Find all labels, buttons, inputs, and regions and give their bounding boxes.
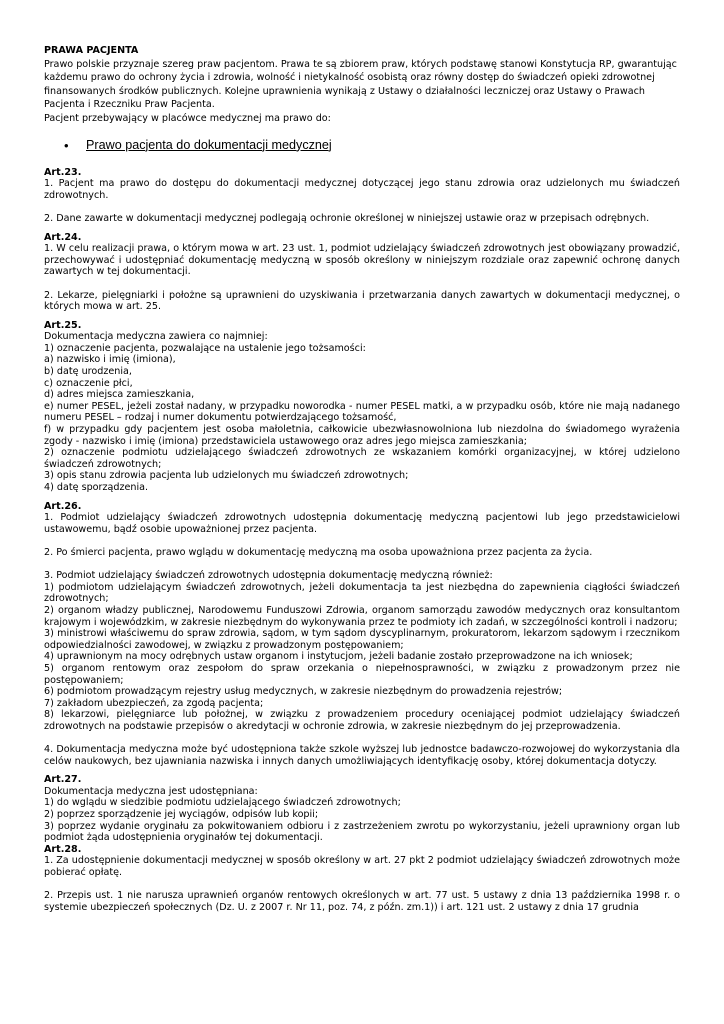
- article-heading-24: Art.24.: [44, 231, 82, 243]
- art28-paragraph-2: 2. Przepis ust. 1 nie narusza uprawnień organów rentowych określonych w art. 77 ust. 5 ustawy z dnia 13 października 1998 r. o systemie ubezpieczeń społecznych (Dz. U. z 2007 r. Nr 11, poz. 74, z późn. zm.1)) i art. 121 ust. 2 ustawy z dnia 17 grudnia: [44, 890, 680, 913]
- art26-p3-line: 1) podmiotom udzielającym świadczeń zdrowotnych, jeżeli dokumentacja ta jest niezbędna do zapewnienia ciągłości świadczeń zdrowotnych;: [44, 581, 680, 605]
- article-heading-23: Art.23.: [44, 166, 82, 178]
- document-page: [44, 44, 680, 913]
- art26-p3-line: 5) organom rentowym oraz zespołom do spraw orzekania o niepełnosprawności, w związku z prowadzonym przez nie postępowaniem;: [44, 662, 680, 686]
- section-heading: [64, 138, 680, 153]
- art25-line: f) w przypadku gdy pacjentem jest osoba małoletnia, całkowicie ubezwłasnowolniona lub niezdolna do świadomego wyrażenia zgody - nazwisko i imię (imiona) przedstawiciela ustawowego oraz adres jego miejsca zamieszkania;: [44, 424, 680, 447]
- art25-line: Dokumentacja medyczna zawiera co najmniej:: [44, 331, 268, 343]
- art27-line: 3) poprzez wydanie oryginału za pokwitowaniem odbioru i z zastrzeżeniem zwrotu po wykorzystaniu, jeżeli uprawniony organ lub podmiot żąda udostępnienia oryginałów tej dokumentacji.: [44, 820, 680, 844]
- intro-lead: Pacjent przebywający w placówce medycznej ma prawo do:: [44, 112, 331, 124]
- art24-paragraph-2: 2. Lekarze, pielęgniarki i położne są uprawnieni do uzyskiwania i przetwarzania danych zawartych w dokumentacji medycznej, o których mowa w art. 25.: [44, 289, 680, 313]
- art23-paragraph-1: 1. Pacjent ma prawo do dostępu do dokumentacji medycznej dotyczącej jego stanu zdrowia oraz udzielonych mu świadczeń zdrowotnych.: [44, 178, 680, 201]
- intro-paragraph: Prawo polskie przyznaje szereg praw pacjentom. Prawa te są zbiorem praw, których podstawę stanowi Konstytucja RP, gwarantując każdemu prawo do ochrony życia i zdrowia, wolność i nietykalność osobistą oraz równy dostęp do świadczeń opieki zdrowotnej finansowanych środków publicznych. Kolejne uprawnienia wynikają z Ustawy o działalności leczniczej oraz Ustawy o Prawach Pacjenta i Rzeczniku Praw Pacjenta.: [44, 58, 677, 111]
- art26-p3-line: 3. Podmiot udzielający świadczeń zdrowotnych udostępnia dokumentację medyczną również:: [44, 570, 493, 582]
- art25-line: 2) oznaczenie podmiotu udzielającego świadczeń zdrowotnych ze wskazaniem komórki organizacyjnej, w której udzielono świadczeń zdrowotnych;: [44, 447, 680, 470]
- intro-block: [44, 44, 680, 126]
- art25-line: e) numer PESEL, jeżeli został nadany, w przypadku noworodka - numer PESEL matki, a w przypadku osób, które nie mają nadanego numeru PESEL – rodzaj i numer dokumentu potwierdzającego tożsamość,: [44, 400, 680, 424]
- document-title: PRAWA PACJENTA: [44, 45, 139, 56]
- art26-p3-line: 2) organom władzy publicznej, Narodowemu Funduszowi Zdrowia, organom samorządu zawodów medycznych oraz konsultantom krajowym i wojewódzkim, w zakresie niezbędnym do wykonywania przez te podmioty ich zadań, w szczególności kontroli i nadzoru;: [44, 604, 680, 628]
- article-heading-25: Art.25.: [44, 319, 82, 331]
- art26-paragraph-2: 2. Po śmierci pacjenta, prawo wglądu w dokumentację medyczną ma osoba upoważniona przez pacjenta za życia.: [44, 546, 593, 558]
- art25-line: a) nazwisko i imię (imiona),: [44, 354, 176, 366]
- art25-line: 4) datę sporządzenia.: [44, 482, 149, 493]
- bullet-icon: •: [64, 137, 69, 153]
- art26-p3-line: 4) uprawnionym na mocy odrębnych ustaw organom i instytucjom, jeżeli badanie zostało przeprowadzone na ich wniosek;: [44, 651, 633, 663]
- art27-line: 2) poprzez sporządzenie jej wyciągów, odpisów lub kopii;: [44, 809, 319, 821]
- art26-p3-line: 6) podmiotom prowadzącym rejestry usług medycznych, w zakresie niezbędnym do prowadzenia rejestrów;: [44, 686, 563, 698]
- art25-line: 1) oznaczenie pacjenta, pozwalające na ustalenie jego tożsamości:: [44, 342, 366, 354]
- article-heading-28: Art.28.: [44, 843, 82, 855]
- article-heading-27: Art.27.: [44, 774, 82, 786]
- article-heading-26: Art.26.: [44, 500, 82, 512]
- art27-line: 1) do wglądu w siedzibie podmiotu udzielającego świadczeń zdrowotnych;: [44, 797, 401, 809]
- art26-paragraph-4: 4. Dokumentacja medyczna może być udostępniona także szkole wyższej lub jednostce badawczo-rozwojowej do wykorzystania dla celów naukowych, bez ujawniania nazwiska i innych danych umożliwiających identyfikację osoby, której dokumentacja dotyczy.: [44, 744, 680, 767]
- art26-p3-line: 7) zakładom ubezpieczeń, za zgodą pacjenta;: [44, 697, 264, 709]
- section-heading-text: Prawo pacjenta do dokumentacji medycznej: [86, 137, 332, 152]
- art25-line: 3) opis stanu zdrowia pacjenta lub udzielonych mu świadczeń zdrowotnych;: [44, 470, 409, 482]
- art26-p3-line: 8) lekarzowi, pielęgniarce lub położnej, w związku z prowadzeniem procedury oceniającej podmiot udzielający świadczeń zdrowotnych na podstawie przepisów o akredytacji w ochronie zdrowia, w zakresie niezbędnym do jej przeprowadzenia.: [44, 709, 680, 732]
- art28-paragraph-1: 1. Za udostępnienie dokumentacji medycznej w sposób określony w art. 27 pkt 2 podmiot udzielający świadczeń zdrowotnych może pobierać opłatę.: [44, 855, 680, 878]
- art23-paragraph-2: 2. Dane zawarte w dokumentacji medycznej podlegają ochronie określonej w niniejszej ustawie oraz w przepisach odrębnych.: [44, 212, 650, 224]
- art26-paragraph-1: 1. Podmiot udzielający świadczeń zdrowotnych udostępnia dokumentację medyczną pacjentowi lub jego przedstawicielowi ustawowemu, bądź osobie upoważnionej przez pacjenta.: [44, 512, 680, 535]
- art25-line: c) oznaczenie płci,: [44, 377, 133, 389]
- art27-line: Dokumentacja medyczna jest udostępniana:: [44, 785, 258, 797]
- art25-line: b) datę urodzenia,: [44, 366, 132, 378]
- art26-p3-line: 3) ministrowi właściwemu do spraw zdrowia, sądom, w tym sądom dyscyplinarnym, prokuratorom, lekarzom sądowym i rzecznikom odpowiedzialności zawodowej, w związku z prowadzonym postępowaniem;: [44, 628, 680, 651]
- art24-paragraph-1: 1. W celu realizacji prawa, o którym mowa w art. 23 ust. 1, podmiot udzielający świadczeń zdrowotnych jest obowiązany prowadzić, przechowywać i udostępniać dokumentację medyczną w sposób określony w niniejszym rozdziale oraz zapewnić ochronę danych zawartych w tej dokumentacji.: [44, 243, 680, 278]
- art25-line: d) adres miejsca zamieszkania,: [44, 389, 195, 401]
